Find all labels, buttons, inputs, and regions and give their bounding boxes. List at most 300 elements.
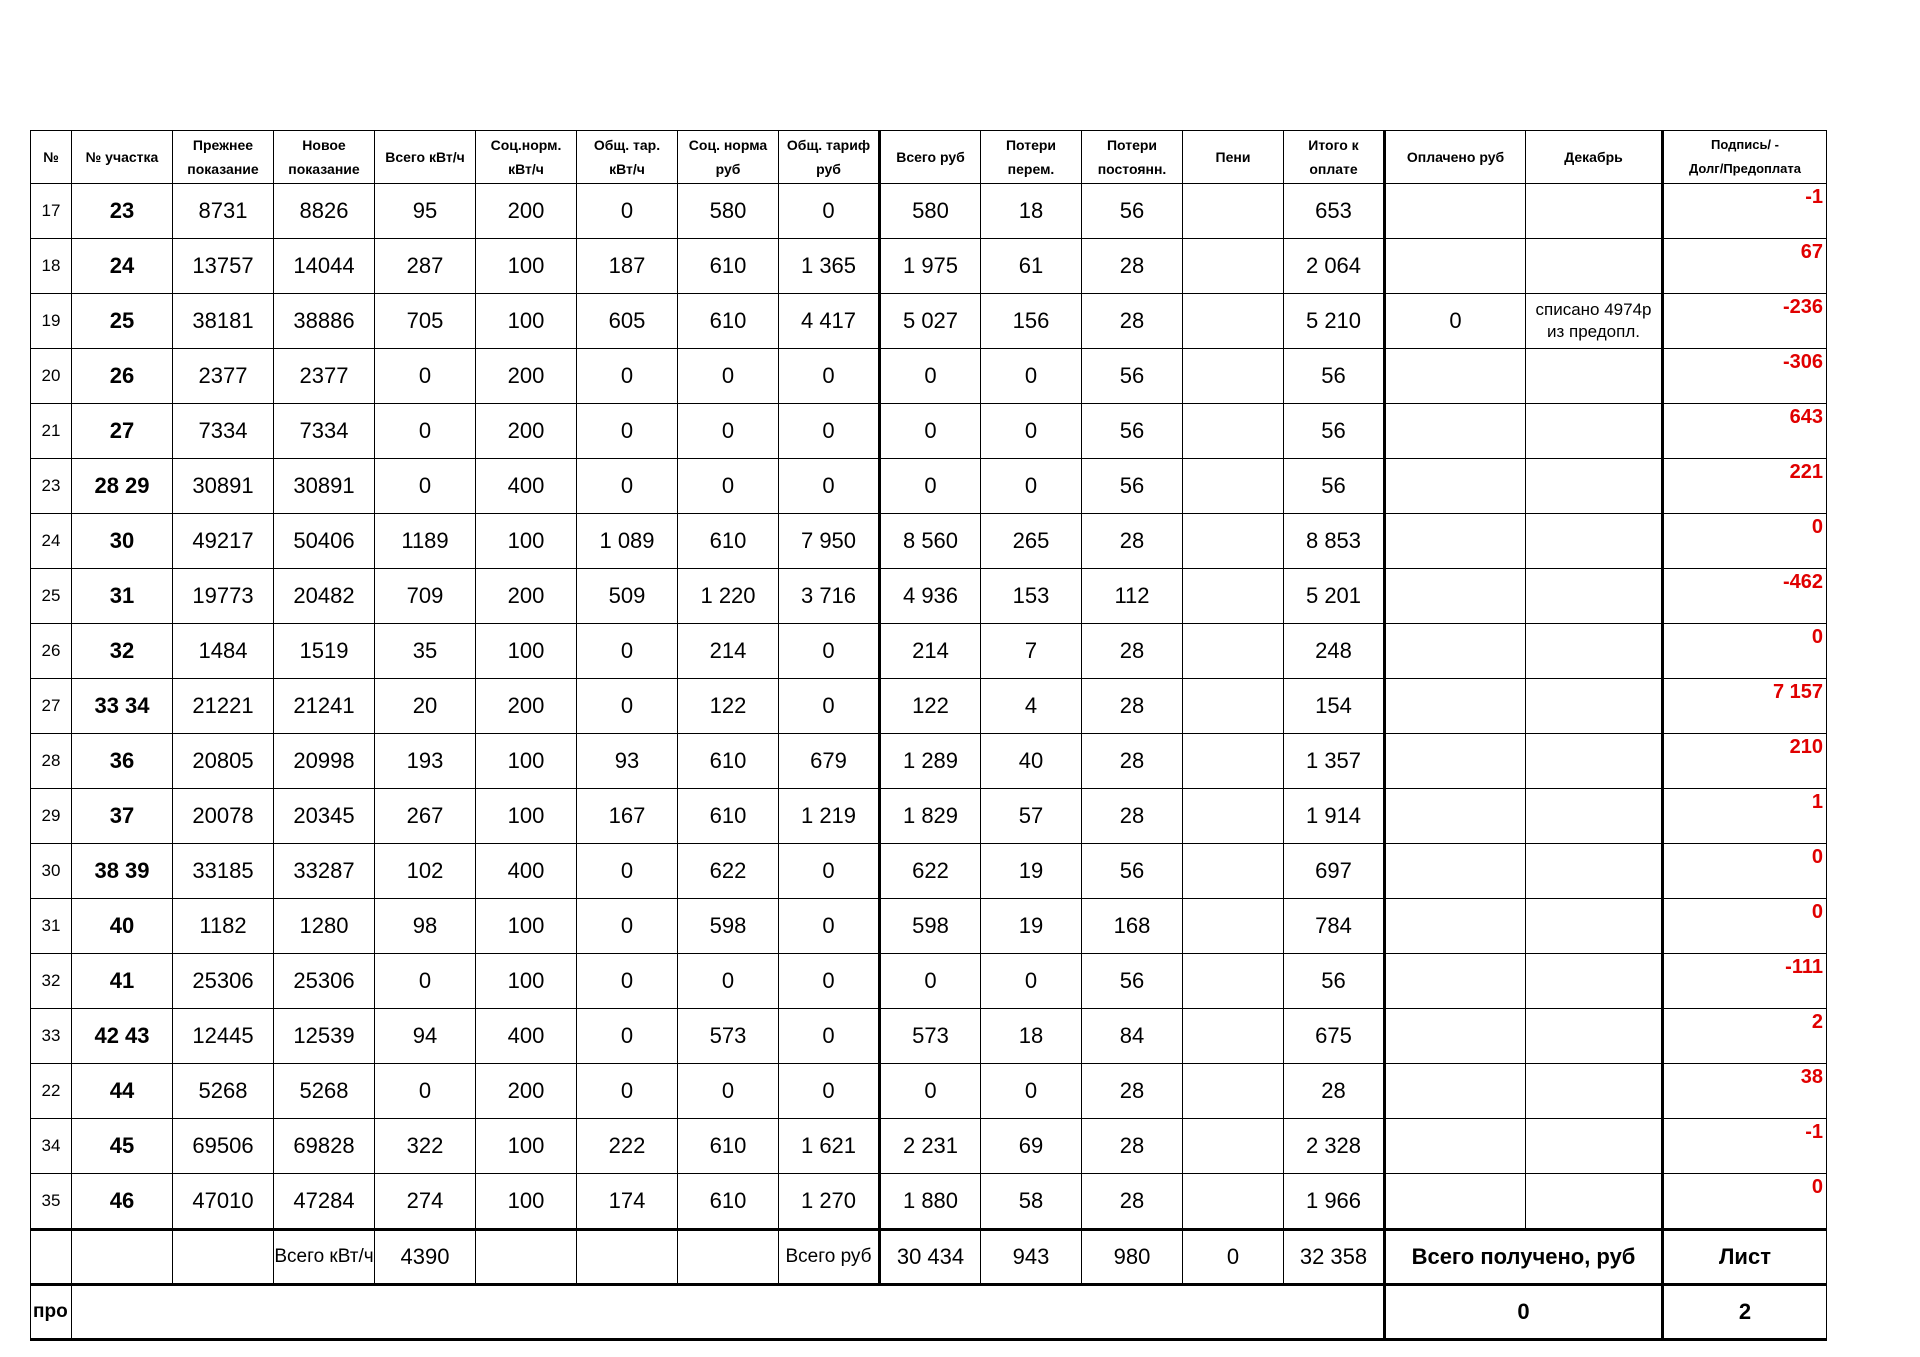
general-tariff-rub: 0 [779, 679, 880, 734]
header-row [31, 131, 1827, 184]
general-tariff-rub: 3 716 [779, 569, 880, 624]
general-tariff-kwh: 0 [577, 404, 678, 459]
total-kwh: 274 [375, 1174, 476, 1230]
plot-number: 36 [72, 734, 173, 789]
paid-rub [1385, 734, 1526, 789]
total-kwh: 102 [375, 844, 476, 899]
total-rub: 0 [880, 349, 981, 404]
variable-losses: 265 [981, 514, 1082, 569]
total-rub: 30 434 [880, 1230, 981, 1285]
general-tariff-rub: 0 [779, 954, 880, 1009]
row-number: 18 [31, 239, 72, 294]
december-note [1526, 1174, 1663, 1230]
row-number: 27 [31, 679, 72, 734]
total-empty-3 [173, 1230, 274, 1285]
total-kwh: 0 [375, 349, 476, 404]
social-norm-kwh: 200 [476, 569, 577, 624]
plot-number: 38 39 [72, 844, 173, 899]
total-kwh: 0 [375, 459, 476, 514]
general-tariff-kwh: 0 [577, 624, 678, 679]
row-number: 31 [31, 899, 72, 954]
social-norm-rub: 610 [678, 1174, 779, 1230]
general-tariff-rub: 0 [779, 349, 880, 404]
amount-to-pay: 8 853 [1284, 514, 1385, 569]
social-norm-rub: 122 [678, 679, 779, 734]
variable-losses: 7 [981, 624, 1082, 679]
new-reading: 12539 [274, 1009, 375, 1064]
total-rub: 1 829 [880, 789, 981, 844]
constant-losses: 28 [1082, 624, 1183, 679]
amount-to-pay: 56 [1284, 349, 1385, 404]
plot-number: 25 [72, 294, 173, 349]
constant-losses: 56 [1082, 184, 1183, 239]
footer-row [31, 1285, 1827, 1340]
december-note [1526, 624, 1663, 679]
december-note [1526, 239, 1663, 294]
general-tariff-kwh: 0 [577, 679, 678, 734]
paid-rub [1385, 844, 1526, 899]
paid-rub [1385, 789, 1526, 844]
plot-number: 26 [72, 349, 173, 404]
december-note [1526, 734, 1663, 789]
paid-rub [1385, 1174, 1526, 1230]
previous-reading: 21221 [173, 679, 274, 734]
penalty [1183, 569, 1284, 624]
previous-reading: 1484 [173, 624, 274, 679]
table-row [31, 459, 1827, 514]
total-to-pay: 32 358 [1284, 1230, 1385, 1285]
december-note [1526, 459, 1663, 514]
december-note [1526, 679, 1663, 734]
constant-losses: 56 [1082, 954, 1183, 1009]
constant-losses: 28 [1082, 789, 1183, 844]
header-prev: Прежнее показание [173, 131, 274, 184]
penalty [1183, 1064, 1284, 1119]
general-tariff-rub: 1 219 [779, 789, 880, 844]
previous-reading: 38181 [173, 294, 274, 349]
total-rub: 1 975 [880, 239, 981, 294]
social-norm-kwh: 100 [476, 1174, 577, 1230]
header-signature: Подпись/ - Долг/Предоплата [1663, 131, 1827, 184]
new-reading: 33287 [274, 844, 375, 899]
sheet-number: 2 [1663, 1285, 1827, 1340]
paid-rub [1385, 624, 1526, 679]
paid-rub [1385, 239, 1526, 294]
new-reading: 30891 [274, 459, 375, 514]
december-note [1526, 349, 1663, 404]
total-rub: 122 [880, 679, 981, 734]
previous-reading: 33185 [173, 844, 274, 899]
general-tariff-rub: 0 [779, 184, 880, 239]
new-reading: 25306 [274, 954, 375, 1009]
constant-losses: 56 [1082, 404, 1183, 459]
total-kwh: 95 [375, 184, 476, 239]
general-tariff-kwh: 174 [577, 1174, 678, 1230]
variable-losses: 0 [981, 459, 1082, 514]
header-to-pay: Итого к оплате [1284, 131, 1385, 184]
previous-reading: 20805 [173, 734, 274, 789]
row-number: 22 [31, 1064, 72, 1119]
total-kwh: 287 [375, 239, 476, 294]
general-tariff-kwh: 167 [577, 789, 678, 844]
new-reading: 38886 [274, 294, 375, 349]
row-number: 21 [31, 404, 72, 459]
table-row [31, 789, 1827, 844]
debt-prepayment: 7 157 [1663, 679, 1827, 734]
plot-number: 31 [72, 569, 173, 624]
new-reading: 2377 [274, 349, 375, 404]
variable-losses: 156 [981, 294, 1082, 349]
general-tariff-rub: 0 [779, 404, 880, 459]
header-december: Декабрь [1526, 131, 1663, 184]
table-row [31, 514, 1827, 569]
variable-losses: 18 [981, 184, 1082, 239]
variable-losses: 40 [981, 734, 1082, 789]
general-tariff-rub: 4 417 [779, 294, 880, 349]
total-rub: 1 289 [880, 734, 981, 789]
constant-losses: 56 [1082, 459, 1183, 514]
header-social-rub: Соц. норма руб [678, 131, 779, 184]
amount-to-pay: 675 [1284, 1009, 1385, 1064]
social-norm-kwh: 100 [476, 1119, 577, 1174]
table-row [31, 294, 1827, 349]
variable-losses: 69 [981, 1119, 1082, 1174]
social-norm-rub: 1 220 [678, 569, 779, 624]
december-note [1526, 514, 1663, 569]
total-rub: 0 [880, 954, 981, 1009]
penalty [1183, 899, 1284, 954]
variable-losses: 19 [981, 844, 1082, 899]
constant-losses: 168 [1082, 899, 1183, 954]
constant-losses: 28 [1082, 734, 1183, 789]
plot-number: 30 [72, 514, 173, 569]
penalty [1183, 954, 1284, 1009]
new-reading: 20482 [274, 569, 375, 624]
general-tariff-rub: 1 270 [779, 1174, 880, 1230]
debt-prepayment: 0 [1663, 514, 1827, 569]
amount-to-pay: 5 201 [1284, 569, 1385, 624]
plot-number: 44 [72, 1064, 173, 1119]
total-rub: 0 [880, 404, 981, 459]
debt-prepayment: -236 [1663, 294, 1827, 349]
constant-losses: 28 [1082, 294, 1183, 349]
penalty [1183, 789, 1284, 844]
plot-number: 33 34 [72, 679, 173, 734]
social-norm-rub: 610 [678, 734, 779, 789]
header-new: Новое показание [274, 131, 375, 184]
social-norm-rub: 0 [678, 459, 779, 514]
header-total-rub: Всего руб [880, 131, 981, 184]
social-norm-kwh: 400 [476, 1009, 577, 1064]
total-kwh: 0 [375, 954, 476, 1009]
new-reading: 14044 [274, 239, 375, 294]
table-row [31, 349, 1827, 404]
previous-reading: 12445 [173, 1009, 274, 1064]
debt-prepayment: 0 [1663, 624, 1827, 679]
previous-reading: 8731 [173, 184, 274, 239]
row-number: 25 [31, 569, 72, 624]
general-tariff-rub: 0 [779, 624, 880, 679]
december-note: списано 4974р из предопл. [1526, 294, 1663, 349]
debt-prepayment: -1 [1663, 184, 1827, 239]
plot-number: 27 [72, 404, 173, 459]
total-kwh: 35 [375, 624, 476, 679]
total-empty-4 [476, 1230, 577, 1285]
general-tariff-kwh: 0 [577, 184, 678, 239]
social-norm-kwh: 100 [476, 514, 577, 569]
plot-number: 40 [72, 899, 173, 954]
plot-number: 23 [72, 184, 173, 239]
row-number: 35 [31, 1174, 72, 1230]
total-loss-var: 943 [981, 1230, 1082, 1285]
row-number: 32 [31, 954, 72, 1009]
new-reading: 20345 [274, 789, 375, 844]
previous-reading: 20078 [173, 789, 274, 844]
paid-rub [1385, 679, 1526, 734]
previous-reading: 13757 [173, 239, 274, 294]
previous-reading: 47010 [173, 1174, 274, 1230]
penalty [1183, 239, 1284, 294]
paid-rub [1385, 514, 1526, 569]
social-norm-kwh: 100 [476, 899, 577, 954]
debt-prepayment: -1 [1663, 1119, 1827, 1174]
previous-reading: 49217 [173, 514, 274, 569]
constant-losses: 56 [1082, 844, 1183, 899]
paid-rub [1385, 1064, 1526, 1119]
general-tariff-rub: 0 [779, 1064, 880, 1119]
penalty [1183, 349, 1284, 404]
general-tariff-kwh: 1 089 [577, 514, 678, 569]
debt-prepayment: 643 [1663, 404, 1827, 459]
plot-number: 42 43 [72, 1009, 173, 1064]
total-kwh: 1189 [375, 514, 476, 569]
total-kwh: 193 [375, 734, 476, 789]
total-kwh-label: Всего кВт/ч [274, 1230, 375, 1285]
previous-reading: 30891 [173, 459, 274, 514]
social-norm-rub: 573 [678, 1009, 779, 1064]
electricity-billing-table [30, 130, 1827, 1341]
table-row [31, 1119, 1827, 1174]
table-row [31, 734, 1827, 789]
total-rub: 0 [880, 459, 981, 514]
variable-losses: 0 [981, 349, 1082, 404]
penalty [1183, 404, 1284, 459]
amount-to-pay: 2 064 [1284, 239, 1385, 294]
december-note [1526, 1119, 1663, 1174]
general-tariff-kwh: 0 [577, 459, 678, 514]
total-kwh: 267 [375, 789, 476, 844]
header-general-rub: Общ. тариф руб [779, 131, 880, 184]
variable-losses: 0 [981, 404, 1082, 459]
total-rub-label: Всего руб [779, 1230, 880, 1285]
variable-losses: 19 [981, 899, 1082, 954]
plot-number: 32 [72, 624, 173, 679]
new-reading: 69828 [274, 1119, 375, 1174]
sheet-label: Лист [1663, 1230, 1827, 1285]
plot-number: 45 [72, 1119, 173, 1174]
total-kwh: 0 [375, 1064, 476, 1119]
general-tariff-rub: 1 365 [779, 239, 880, 294]
total-rub: 598 [880, 899, 981, 954]
social-norm-rub: 0 [678, 404, 779, 459]
header-general-kwh: Общ. тар. кВт/ч [577, 131, 678, 184]
penalty [1183, 679, 1284, 734]
general-tariff-kwh: 605 [577, 294, 678, 349]
total-kwh: 705 [375, 294, 476, 349]
general-tariff-kwh: 0 [577, 349, 678, 404]
paid-rub [1385, 1119, 1526, 1174]
table-row [31, 404, 1827, 459]
december-note [1526, 954, 1663, 1009]
social-norm-rub: 0 [678, 954, 779, 1009]
row-number: 19 [31, 294, 72, 349]
variable-losses: 0 [981, 1064, 1082, 1119]
previous-reading: 19773 [173, 569, 274, 624]
header-social-kwh: Соц.норм. кВт/ч [476, 131, 577, 184]
plot-number: 41 [72, 954, 173, 1009]
received-total: 0 [1385, 1285, 1663, 1340]
total-rub: 622 [880, 844, 981, 899]
general-tariff-kwh: 509 [577, 569, 678, 624]
paid-rub [1385, 1009, 1526, 1064]
amount-to-pay: 248 [1284, 624, 1385, 679]
previous-reading: 1182 [173, 899, 274, 954]
row-number: 17 [31, 184, 72, 239]
social-norm-kwh: 100 [476, 789, 577, 844]
variable-losses: 0 [981, 954, 1082, 1009]
paid-rub [1385, 954, 1526, 1009]
table-row [31, 239, 1827, 294]
debt-prepayment: 221 [1663, 459, 1827, 514]
plot-number: 46 [72, 1174, 173, 1230]
december-note [1526, 1064, 1663, 1119]
social-norm-rub: 0 [678, 349, 779, 404]
total-kwh: 322 [375, 1119, 476, 1174]
amount-to-pay: 2 328 [1284, 1119, 1385, 1174]
social-norm-rub: 0 [678, 1064, 779, 1119]
new-reading: 5268 [274, 1064, 375, 1119]
debt-prepayment: -306 [1663, 349, 1827, 404]
social-norm-kwh: 100 [476, 294, 577, 349]
general-tariff-kwh: 0 [577, 899, 678, 954]
social-norm-kwh: 100 [476, 734, 577, 789]
debt-prepayment: 0 [1663, 844, 1827, 899]
variable-losses: 61 [981, 239, 1082, 294]
constant-losses: 28 [1082, 1064, 1183, 1119]
footer-prefix: про [31, 1285, 72, 1340]
total-loss-const: 980 [1082, 1230, 1183, 1285]
table-row [31, 844, 1827, 899]
total-rub: 8 560 [880, 514, 981, 569]
constant-losses: 28 [1082, 1119, 1183, 1174]
header-kwh: Всего кВт/ч [375, 131, 476, 184]
social-norm-rub: 598 [678, 899, 779, 954]
social-norm-kwh: 200 [476, 184, 577, 239]
total-rub: 5 027 [880, 294, 981, 349]
plot-number: 37 [72, 789, 173, 844]
general-tariff-rub: 0 [779, 459, 880, 514]
penalty [1183, 624, 1284, 679]
debt-prepayment: 210 [1663, 734, 1827, 789]
total-kwh: 94 [375, 1009, 476, 1064]
total-rub: 214 [880, 624, 981, 679]
row-number: 28 [31, 734, 72, 789]
header-paid: Оплачено руб [1385, 131, 1526, 184]
previous-reading: 25306 [173, 954, 274, 1009]
general-tariff-kwh: 0 [577, 1064, 678, 1119]
debt-prepayment: 0 [1663, 899, 1827, 954]
paid-rub [1385, 569, 1526, 624]
social-norm-rub: 622 [678, 844, 779, 899]
social-norm-rub: 610 [678, 514, 779, 569]
variable-losses: 57 [981, 789, 1082, 844]
constant-losses: 28 [1082, 239, 1183, 294]
table-row [31, 1064, 1827, 1119]
table-row [31, 679, 1827, 734]
general-tariff-rub: 0 [779, 1009, 880, 1064]
total-rub: 580 [880, 184, 981, 239]
row-number: 29 [31, 789, 72, 844]
penalty [1183, 1009, 1284, 1064]
new-reading: 7334 [274, 404, 375, 459]
header-penalty: Пени [1183, 131, 1284, 184]
december-note [1526, 899, 1663, 954]
previous-reading: 5268 [173, 1064, 274, 1119]
variable-losses: 4 [981, 679, 1082, 734]
new-reading: 8826 [274, 184, 375, 239]
social-norm-rub: 610 [678, 294, 779, 349]
social-norm-kwh: 100 [476, 954, 577, 1009]
constant-losses: 28 [1082, 1174, 1183, 1230]
december-note [1526, 404, 1663, 459]
general-tariff-kwh: 222 [577, 1119, 678, 1174]
paid-rub [1385, 899, 1526, 954]
total-kwh: 709 [375, 569, 476, 624]
row-number: 26 [31, 624, 72, 679]
debt-prepayment: 2 [1663, 1009, 1827, 1064]
received-label: Всего получено, руб [1385, 1230, 1663, 1285]
footer-empty [72, 1285, 1385, 1340]
previous-reading: 2377 [173, 349, 274, 404]
social-norm-kwh: 100 [476, 239, 577, 294]
total-empty-6 [678, 1230, 779, 1285]
paid-rub [1385, 459, 1526, 514]
penalty [1183, 514, 1284, 569]
constant-losses: 28 [1082, 679, 1183, 734]
new-reading: 1519 [274, 624, 375, 679]
debt-prepayment: 38 [1663, 1064, 1827, 1119]
amount-to-pay: 154 [1284, 679, 1385, 734]
social-norm-rub: 580 [678, 184, 779, 239]
general-tariff-rub: 0 [779, 899, 880, 954]
header-loss-var: Потери перем. [981, 131, 1082, 184]
previous-reading: 7334 [173, 404, 274, 459]
amount-to-pay: 56 [1284, 459, 1385, 514]
december-note [1526, 184, 1663, 239]
amount-to-pay: 5 210 [1284, 294, 1385, 349]
constant-losses: 56 [1082, 349, 1183, 404]
general-tariff-kwh: 0 [577, 1009, 678, 1064]
general-tariff-rub: 7 950 [779, 514, 880, 569]
penalty [1183, 734, 1284, 789]
amount-to-pay: 697 [1284, 844, 1385, 899]
total-kwh: 4390 [375, 1230, 476, 1285]
total-rub: 0 [880, 1064, 981, 1119]
amount-to-pay: 56 [1284, 954, 1385, 1009]
row-number: 33 [31, 1009, 72, 1064]
general-tariff-kwh: 93 [577, 734, 678, 789]
total-kwh: 98 [375, 899, 476, 954]
